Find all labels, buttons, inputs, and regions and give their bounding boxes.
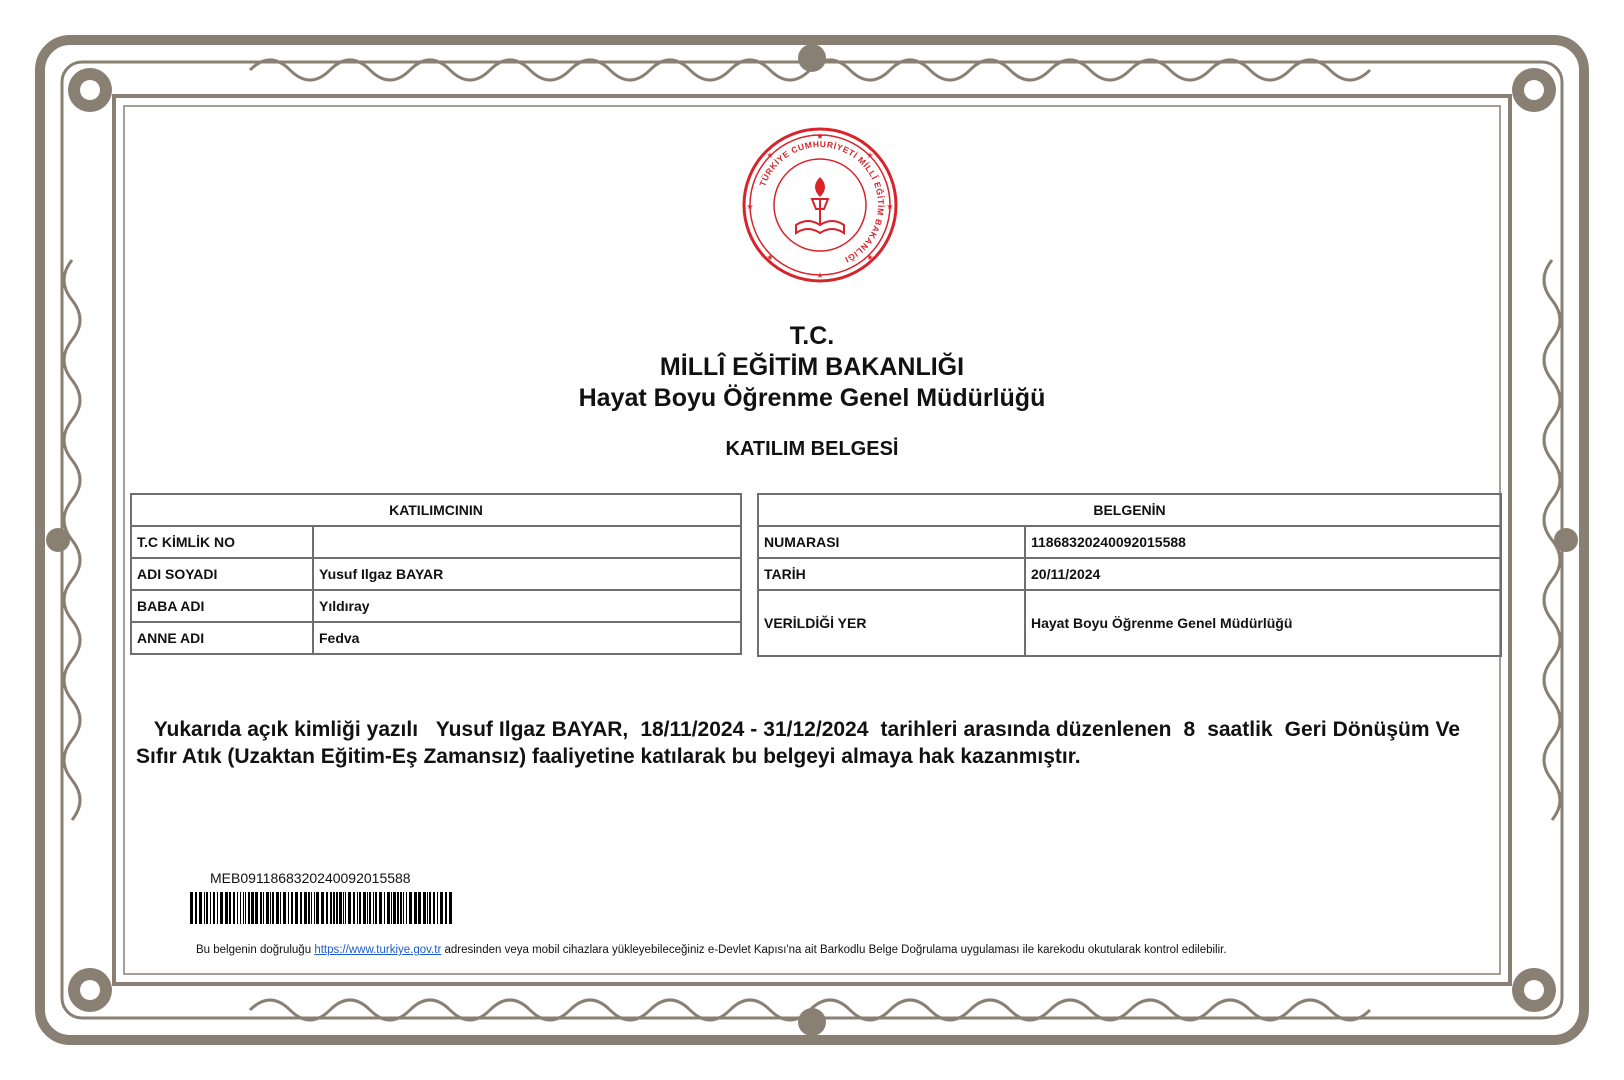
barcode-bar [304,892,307,924]
document-table [757,493,1502,657]
barcode-bar [217,892,218,924]
table-row [131,590,741,622]
barcode-bar [195,892,197,924]
tc-value [313,526,741,558]
barcode-bar [280,892,281,924]
barcode-bar [240,892,241,924]
barcode-bar [326,892,328,924]
header-ministry: MİLLÎ EĞİTİM BAKANLIĞI [659,353,965,381]
name-value: Yusuf Ilgaz BAYAR [313,558,741,590]
statement-intro: Yukarıda açık kimliği yazılı [153,718,419,741]
barcode-bar [345,892,346,924]
place-value: Hayat Boyu Öğrenme Genel Müdürlüğü [1025,590,1501,656]
place-label: VERİLDİĞİ YER [758,590,1025,656]
table-row [758,526,1501,558]
barcode-bar [248,892,250,924]
svg-text:★: ★ [766,253,774,262]
barcode-bar [391,892,392,924]
barcode-bar [295,892,298,924]
barcode-bar [418,892,421,924]
barcode-bar [445,892,447,924]
barcode-bar [387,892,390,924]
barcode-bar [260,892,262,924]
date-label: TARİH [758,558,1025,590]
barcode-bar [255,892,258,924]
barcode-bar [266,892,269,924]
barcode-bar [316,892,319,924]
seal-ring-text: TÜRKİYE CUMHURİYETİ MİLLÎ EĞİTİM BAKANLIĞI [757,138,887,266]
barcode-bar [263,892,264,924]
svg-text:★: ★ [816,132,824,141]
barcode-bar [213,892,215,924]
svg-text:★: ★ [866,253,874,262]
barcode-bar [393,892,396,924]
document-title: KATILIM BELGESİ [725,438,899,460]
barcode-bar [363,892,366,924]
barcode-bar [283,892,286,924]
verification-note [196,944,1227,956]
verification-suffix: adresinden veya mobil cihazlara yükleyebileceğiniz e-Devlet Kapısı'na ait Barkodlu Belge Doğrulama uygulaması ile karekodu okutularak kontrol edilebilir. [444,944,1227,956]
barcode-bar [330,892,332,924]
barcode-bar [429,892,431,924]
barcode-bar [314,892,315,924]
barcode-bar [423,892,426,924]
barcode-bar [400,892,402,924]
barcode-bar [276,892,279,924]
barcode-bar [229,892,231,924]
barcode-bar [343,892,344,924]
number-label: NUMARASI [758,526,1025,558]
father-label: BABA ADI [131,590,313,622]
barcode-bar [199,892,202,924]
barcode-bar [384,892,385,924]
table-row [758,558,1501,590]
mother-label: ANNE ADI [131,622,313,654]
svg-text:★: ★ [766,151,774,160]
barcode-bar [348,892,351,924]
barcode-bar [367,892,368,924]
barcode-bar [270,892,271,924]
participant-table [130,493,742,655]
barcode-bar [409,892,412,924]
header-directorate: Hayat Boyu Öğrenme Genel Müdürlüğü [578,384,1046,412]
svg-text:★: ★ [886,202,894,211]
barcode-bar [288,892,289,924]
tc-label: T.C KİMLİK NO [131,526,313,558]
barcode-bar [308,892,310,924]
statement-between: tarihleri arasında düzenlenen [880,718,1172,741]
barcode-bar [339,892,342,924]
mother-value: Fedva [313,622,741,654]
barcode-bar [373,892,374,924]
barcode-bar [406,892,407,924]
table-row [131,558,741,590]
barcode-bar [220,892,223,924]
document-heading: BELGENİN [758,494,1501,526]
barcode-bar [204,892,205,924]
barcode-bar [353,892,355,924]
meb-seal-icon [740,125,900,285]
number-value: 11868320240092015588 [1025,526,1501,558]
table-row [758,590,1501,656]
name-label: ADI SOYADI [131,558,313,590]
barcode-bar [403,892,404,924]
header-tc: T.C. [789,322,835,350]
barcode-bar [414,892,417,924]
barcode-bar [291,892,293,924]
statement-outro: faaliyetine katılarak bu belgeyi almaya hak kazanmıştır. [531,745,1081,768]
svg-text:★: ★ [816,271,824,280]
date-value: 20/11/2024 [1025,558,1501,590]
barcode-bar [206,892,208,924]
barcode-bar [233,892,235,924]
certificate-statement [136,716,1460,770]
barcode-bar [359,892,361,924]
table-row [131,622,741,654]
barcode-bar [311,892,312,924]
barcode-bar [251,892,254,924]
verification-prefix: Bu belgenin doğruluğu [196,944,312,956]
barcode-bar [427,892,428,924]
statement-course: Geri Dönüşüm Ve Sıfır Atık (Uzaktan Eğitim-Eş Zamansız) [136,718,1461,768]
barcode-bar [243,892,244,924]
barcode-bar [433,892,435,924]
barcode-bar [440,892,443,924]
svg-text:★: ★ [746,202,754,211]
barcode-bar [397,892,399,924]
barcode-bar [190,892,193,924]
barcode-bar [225,892,228,924]
barcode-bar [245,892,246,924]
barcode-bar [237,892,238,924]
barcode-bar [437,892,438,924]
barcode [190,892,452,924]
barcode-bar [369,892,371,924]
turkiye-gov-link[interactable]: https://www.turkiye.gov.tr [314,944,442,956]
statement-name: Yusuf Ilgaz BAYAR, [435,718,629,741]
barcode-bar [336,892,338,924]
participant-heading: KATILIMCININ [131,494,741,526]
barcode-bar [321,892,324,924]
statement-dates: 18/11/2024 - 31/12/2024 [640,718,869,741]
barcode-bar [300,892,302,924]
barcode-bar [375,892,377,924]
barcode-bar [333,892,335,924]
svg-text:★: ★ [866,151,874,160]
statement-hours: 8 [1183,718,1196,741]
table-row [131,526,741,558]
barcode-bar [357,892,358,924]
father-value: Yıldıray [313,590,741,622]
statement-hour-unit: saatlik [1207,718,1273,741]
barcode-bar [449,892,452,924]
barcode-bar [379,892,382,924]
barcode-bar [210,892,211,924]
barcode-bar [272,892,274,924]
barcode-code: MEB0911868320240092015588 [210,870,411,886]
